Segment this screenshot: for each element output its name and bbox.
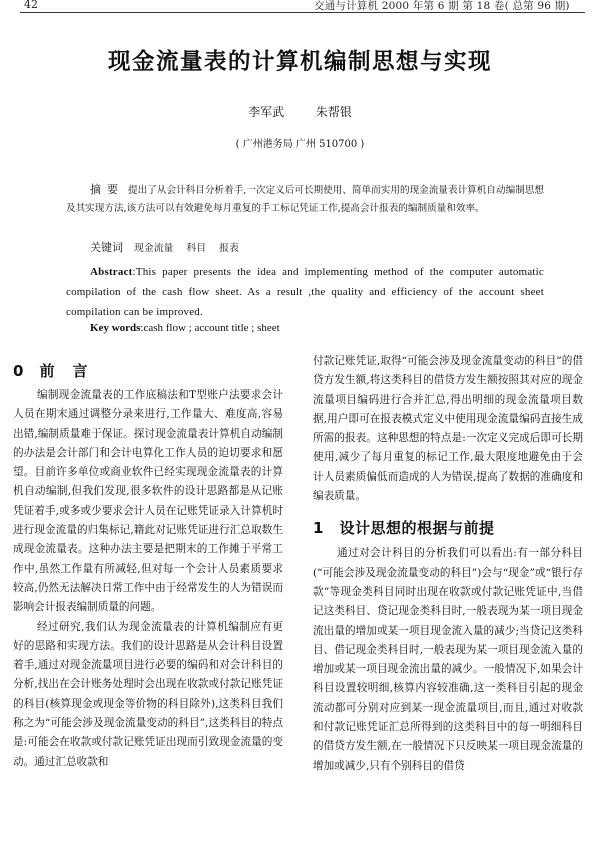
keywords-cn-label: 关键词 — [90, 241, 123, 254]
keyword-cn-2: 科目 — [186, 243, 207, 254]
section-0-paragraph-1: 编制现金流量表的工作底稿法和T型账户法要求会计人员在期末通过调整分录来进行,工作量大、难度高,容易出错,编制质量难于保证。探讨现金流量表计算机自动编制的办法是会计部门和会计电算化工作人员的迫切要求和愿望。目前许多单位或商业软件已经实现现金流量表的计算机自动编制,但我们发现,很多软件的设计思路都是从记账凭证着手,或多或少要求会计人员在记账凭证录入计算机时进行现金流量的归集标记,籍此对记账凭证进行汇总取数生成现金流量表。这种办法主要是把期末的工作摊于平常工作中,虽然工作量有所减轻,但对每一个会计人员素质要求较高,仍然无法解决日常工作中由于经常发生的人为错误而影响会计报表编制质量的问题。 — [13, 389, 283, 614]
section-1-title: 设计思想的根据与前提 — [339, 519, 495, 538]
abstract-cn-label: 摘要 — [90, 183, 125, 196]
abstract-en-text: :This paper presents the idea and implementing method of the computer automatic compilation of the cash flow sheet. As a result ,the quality and efficiency of the account sheet compilation can be improved. — [66, 266, 544, 318]
authors: 李军武 朱帮银 — [248, 105, 352, 119]
section-1-heading — [313, 516, 583, 540]
header-rule — [20, 12, 585, 13]
keyword-cn-1: 现金流量 — [134, 243, 174, 254]
section-1-number: 1 — [313, 519, 324, 538]
section-0-paragraph-2: 经过研究,我们认为现金流量表的计算机编制应有更好的思路和实现方法。我们的设计思路是从会计科目设置着手,通过对现金流量项目进行必要的编码和对会计科目的分析,找出在会计账务处理时会出现在收款或付款记账凭证的科目(核算现金或现金等价物的科目除外),这类科目我们称之为“可能会涉及现金流量变动的科目”,这类科目的特点是:可能会在收款或付款记账凭证出现而引致现金流量的变动。通过汇总收款和 — [13, 620, 283, 768]
section-1-paragraph-1: 通过对会计科目的分析我们可以看出:有一部分科目(“可能会涉及现金流量变动的科目”)会与“现金”或“银行存款”等现金类科目同时出现在收款或付款记账凭证中,当借记这类科目、贷记现金类科目时,一般表现为某一项目现金流出量的增加或某一项目现金流入量的减少;当贷记这类科目、借记现金类科目时,一般表现为某一项目现金流入量的增加或某一项目现金流出量的减少。一般情况下,如果会计科目设置较明细,核算内容较准确,这一类科目引起的现金流动都可分别对应到某一现金流量项目,而且,通过对收款和付款记账凭证汇总所得到的这类科目中的每一明细科目的借贷方发生额,在一般情况下只反映某一项目现金流量的增加或减少,只有个别科目的借贷 — [313, 547, 583, 772]
page-number: 42 — [24, 0, 38, 11]
affiliation: ( 广州港务局 广州 510700 ) — [235, 139, 365, 150]
abstract-cn — [66, 181, 544, 218]
section-0-heading — [13, 359, 283, 383]
keywords-en — [90, 322, 280, 334]
journal-info: 交通与计算机 2000 年第 6 期 第 18 卷( 总第 96 期) — [314, 0, 570, 12]
section-0-number: 0 — [13, 362, 24, 380]
abstract-en — [66, 262, 544, 322]
keyword-cn-3: 报表 — [219, 243, 239, 254]
running-head — [0, 0, 600, 16]
abstract-en-label: Abstract — [90, 266, 133, 278]
section-0-paragraph-3: 付款记账凭证,取得“可能会涉及现金流量变动的科目”的借贷方发生额,将这类科目的借贷方发生额按照其对应的现金流量项目编码进行合并汇总,得出明细的现金流量项目数据,用户即可在报表模式定义中使用现金流量编码直接生成所需的报表。这种思想的特点是:一次定义完成后即可长期使用,减少了每月重复的标记工作,最大限度地避免由于会计人员素质偏低而造成的人为错误,提高了数据的准确度和编表质量。 — [313, 355, 583, 503]
keywords-cn — [90, 239, 249, 255]
body-column-right — [313, 352, 583, 776]
keywords-en-text: :cash flow ; account title ; sheet — [140, 322, 280, 334]
section-0-title: 前言 — [39, 362, 106, 380]
abstract-cn-text: 提出了从会计科目分析着手,一次定义后可长期使用、简单而实用的现金流量表计算机自动编制思想及其实现方法,该方法可以有效避免每月重复的手工标记凭证工作,提高会计报表的编制质量和效率。 — [66, 185, 544, 214]
keywords-en-label: Key words — [90, 322, 141, 334]
body-column-left — [13, 359, 283, 772]
paper-title: 现金流量表的计算机编制思想与实现 — [107, 49, 492, 75]
